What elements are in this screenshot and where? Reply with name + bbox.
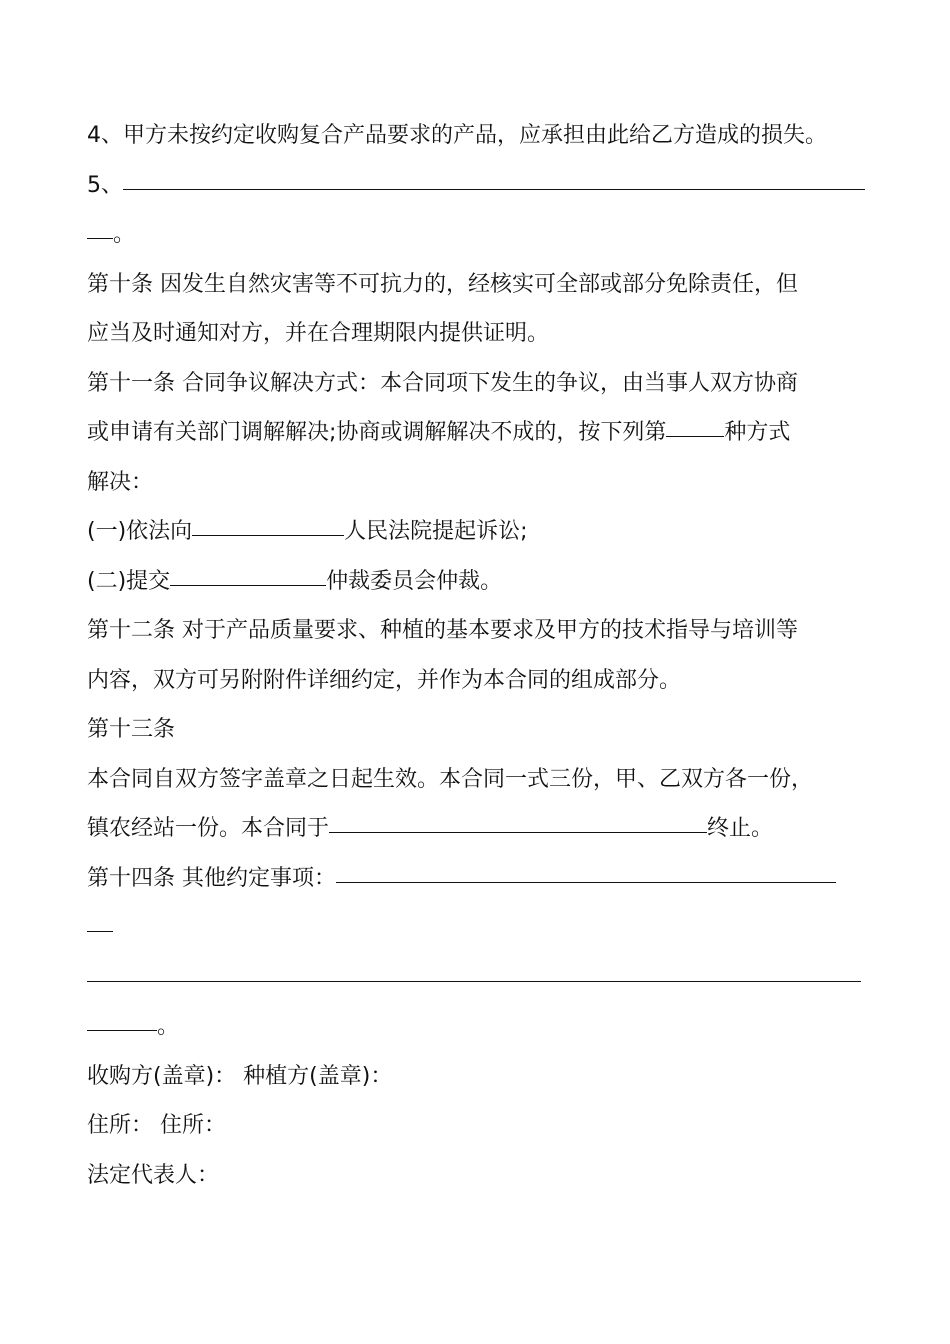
option-litigation-suffix: 人民法院提起诉讼; bbox=[344, 519, 528, 544]
article-11-line-1: 第十一条 合同争议解决方式：本合同项下发生的争议，由当事人双方协商 bbox=[87, 370, 798, 396]
option-litigation-prefix: (一)依法向 bbox=[87, 519, 193, 544]
article-13-heading: 第十三条 bbox=[87, 717, 176, 742]
signature-addresses: 住所： 住所： bbox=[87, 1113, 226, 1138]
article-14-period: 。 bbox=[157, 1014, 180, 1039]
clause-5-period: 。 bbox=[113, 222, 136, 247]
article-11-text-end: 种方式 bbox=[724, 420, 791, 445]
article-14-label: 第十四条 其他约定事项： bbox=[87, 865, 336, 891]
article-14-line-2 bbox=[87, 903, 867, 953]
article-12-line-2: 内容，双方可另附附件详细约定，并作为本合同的组成部分。 bbox=[87, 667, 682, 693]
clause-5-continuation bbox=[87, 210, 867, 260]
clause-5-blank bbox=[123, 165, 865, 189]
method-number-blank bbox=[666, 413, 724, 437]
signature-parties: 收购方(盖章)： 种植方(盖章)： bbox=[87, 1063, 393, 1089]
article-14-line-3 bbox=[87, 953, 867, 1003]
termination-date-blank bbox=[329, 809, 707, 833]
article-12-line-1: 第十二条 对于产品质量要求、种植的基本要求及甲方的技术指导与培训等 bbox=[87, 618, 798, 643]
article-13-line-1: 本合同自双方签字盖章之日起生效。本合同一式三份，甲、乙双方各一份， bbox=[87, 766, 814, 792]
article-10-line-2: 应当及时通知对方，并在合理期限内提供证明。 bbox=[87, 321, 550, 346]
other-terms-blank-1 bbox=[336, 858, 836, 882]
option-arbitration bbox=[87, 557, 867, 607]
article-11-line-3: 解决： bbox=[87, 469, 154, 495]
article-14-line-4 bbox=[87, 1002, 867, 1052]
article-13-text: 镇农经站一份。本合同于 bbox=[87, 816, 330, 841]
arbitration-name-blank bbox=[170, 561, 326, 585]
other-terms-blank-2 bbox=[87, 908, 113, 932]
option-arbitration-suffix: 仲裁委员会仲裁。 bbox=[326, 568, 503, 594]
clause-4-line: 4、甲方未按约定收购复合产品要求的产品，应承担由此给乙方造成的损失。 bbox=[87, 123, 827, 148]
article-11-text: 或申请有关部门调解解决;协商或调解解决不成的，按下列第 bbox=[87, 420, 667, 445]
court-name-blank bbox=[192, 512, 344, 536]
clause-5-number: 5、 bbox=[87, 172, 123, 198]
other-terms-blank-4 bbox=[87, 1007, 157, 1031]
article-13-line-2 bbox=[87, 804, 867, 854]
article-11-line-2 bbox=[87, 408, 867, 458]
article-13-text-end: 终止。 bbox=[707, 816, 774, 841]
signature-legal-representative: 法定代表人： bbox=[87, 1162, 220, 1188]
contract-body bbox=[87, 111, 867, 1200]
other-terms-blank-3 bbox=[87, 957, 861, 981]
option-litigation bbox=[87, 507, 867, 557]
option-arbitration-prefix: (二)提交 bbox=[87, 568, 171, 594]
clause-5-line bbox=[87, 161, 867, 211]
article-10-line-1: 第十条 因发生自然灾害等不可抗力的，经核实可全部或部分免除责任，但 bbox=[87, 271, 798, 297]
article-14-line-1 bbox=[87, 854, 867, 904]
clause-5-blank-end bbox=[87, 215, 113, 239]
